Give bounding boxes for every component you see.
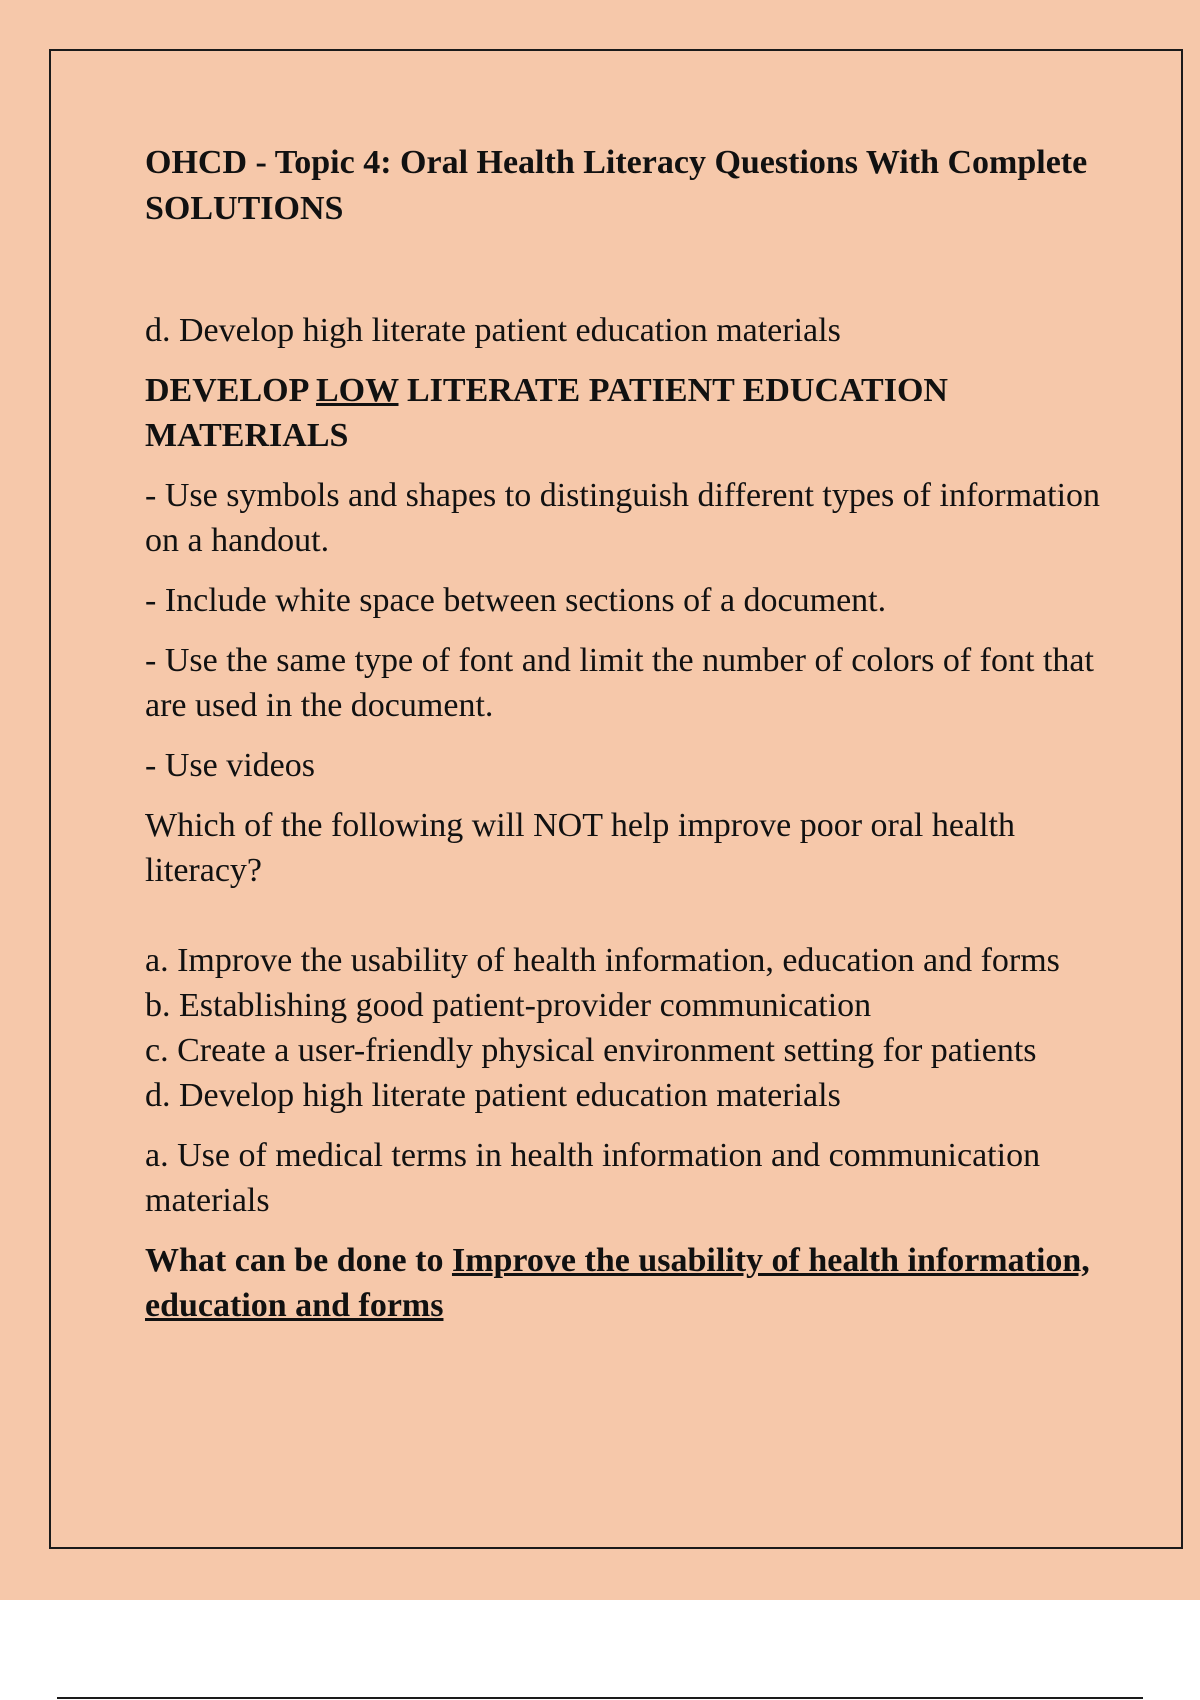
answer-option: b. Establishing good patient-provider communication [145, 987, 872, 1024]
footer-divider [57, 1697, 1143, 1699]
heading-prefix: DEVELOP [145, 372, 316, 409]
answer-option: d. Develop high literate patient education materials [145, 1077, 841, 1114]
document-title: OHCD - Topic 4: Oral Health Literacy Questions With Complete SOLUTIONS [145, 144, 1088, 227]
answer-option: a. Improve the usability of health information, education and forms [145, 942, 1060, 979]
section-heading-usability [145, 1238, 1105, 1328]
answer-text: a. Use of medical terms in health information and communication materials [145, 1137, 1041, 1219]
bullet-item: - Include white space between sections of a document. [145, 582, 887, 619]
bullet-item: - Use the same type of font and limit the number of colors of font that are used in the document. [145, 642, 1094, 724]
bullet-item: - Use videos [145, 747, 315, 784]
heading-underlined-word: LOW [315, 372, 399, 409]
document-content [145, 140, 1105, 1328]
text-line-d1: d. Develop high literate patient education materials [145, 312, 841, 349]
section-heading-low-literate [145, 368, 1105, 458]
answer-option: c. Create a user-friendly physical environment setting for patients [145, 1032, 1037, 1069]
question-text: Which of the following will NOT help improve poor oral health literacy? [145, 807, 1015, 889]
heading-underlined-phrase: Improve the usability of health information, education and forms [145, 1242, 1090, 1324]
bullet-item: - Use symbols and shapes to distinguish different types of information on a handout. [145, 477, 1101, 559]
heading-prefix: What can be done to [145, 1242, 452, 1279]
heading-suffix: LITERATE PATIENT EDUCATION MATERIALS [145, 372, 948, 454]
